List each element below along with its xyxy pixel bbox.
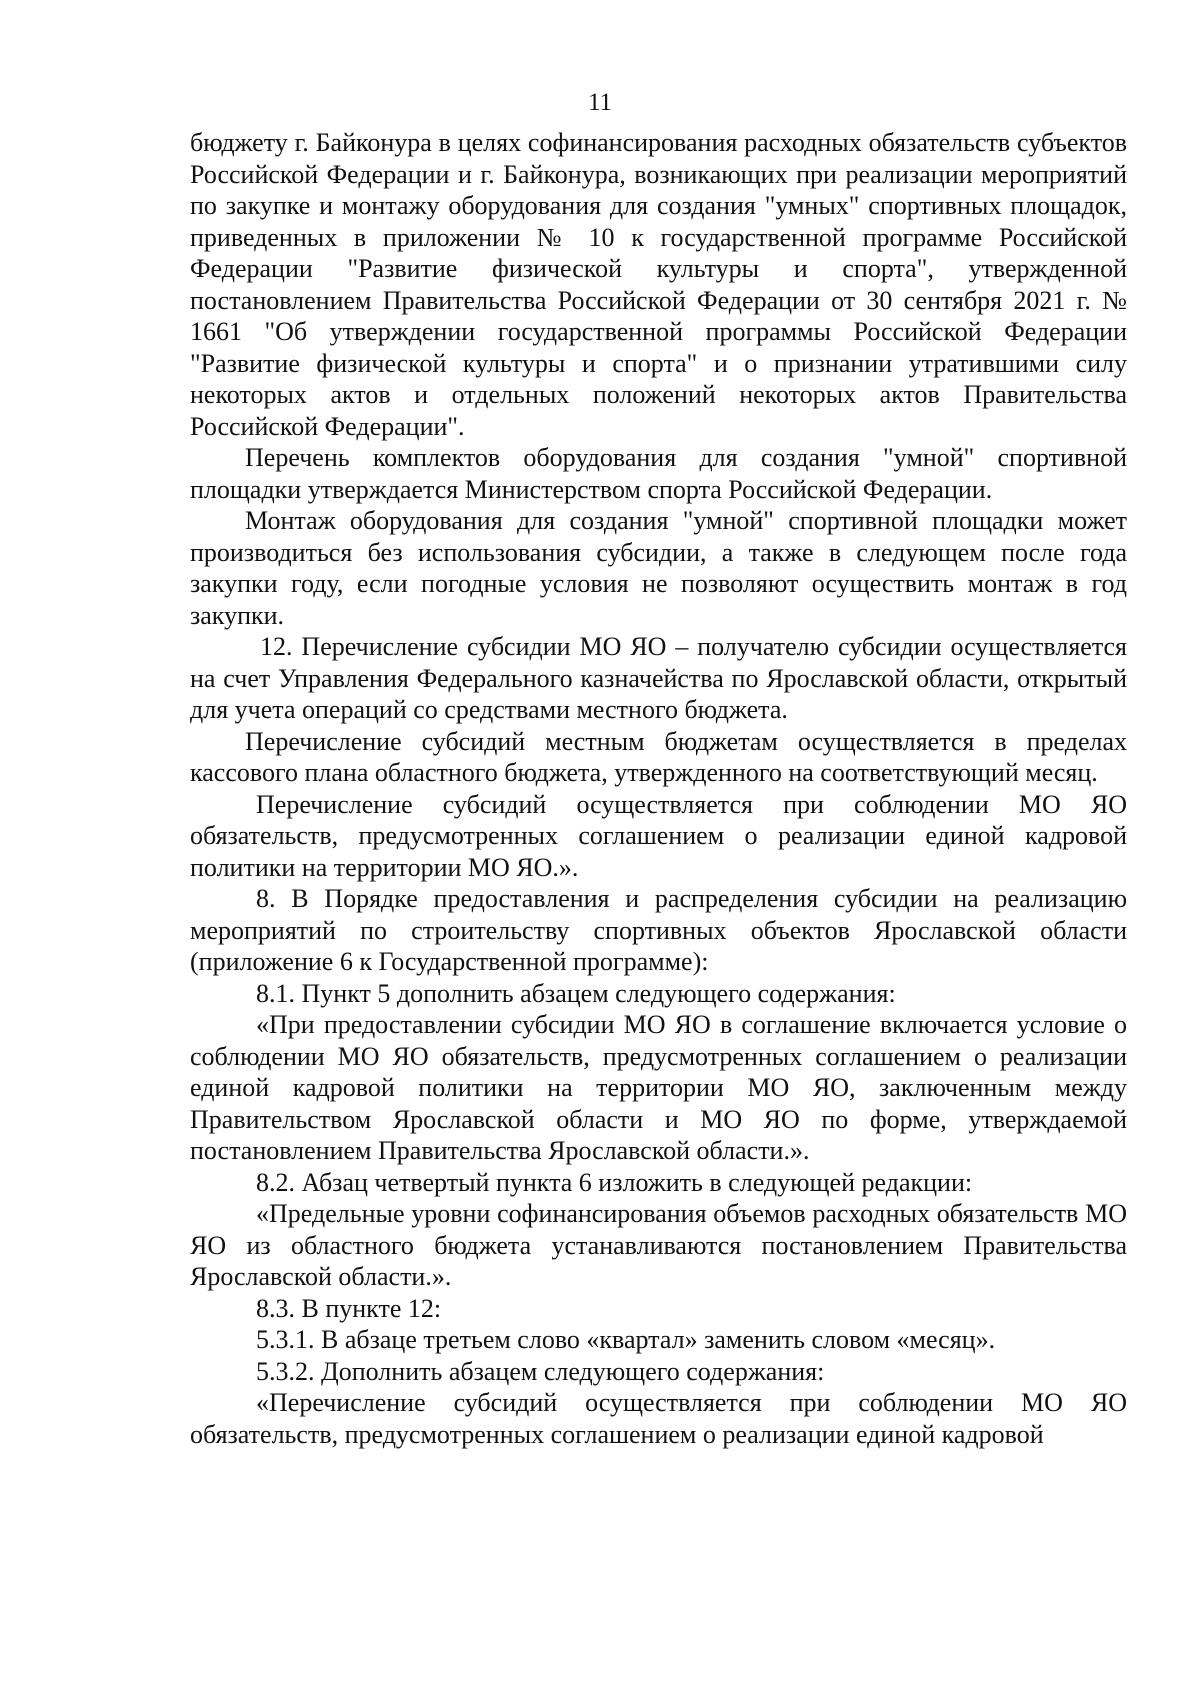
document-body [190,127,1127,1450]
paragraph-item-8-1: 8.1. Пункт 5 дополнить абзацем следующего содержания: [256,978,896,1008]
paragraph-local-budgets: Перечисление субсидий местным бюджетам осуществляется в пределах кассового плана областного бюджета, утвержденного на соответствующий месяц. [190,726,1127,787]
paragraph-quote-8-2: «Предельные уровни софинансирования объемов расходных обязательств МО ЯО из областного бюджета устанавливаются постановлением Правительства Ярославской области.». [190,1199,1127,1291]
paragraph-quote-5-3-2: «Перечисление субсидий осуществляется при соблюдении МО ЯО обязательств, предусмотренных соглашением о реализации единой кадровой [190,1388,1127,1449]
paragraph-item-12: 12. Перечисление субсидии МО ЯО – получателю субсидии осуществляется на счет Управления Федерального казначейства по Ярославской области, открытый для учета операций со средствами местного бюджета. [190,632,1127,724]
paragraph-continuation: бюджету г. Байконура в целях софинансирования расходных обязательств субъектов Российской Федерации и г. Байконура, возникающих при реализации мероприятий по закупке и монтажу оборудования для создания "умных" спортивных площадок, приведенных в приложении № 10 к государственной программе Российской Федерации "Развитие физической культуры и спорта", утвержденной постановлением Правительства Российской Федерации от 30 сентября 2021 г. № 1661 "Об утверждении государственной программы Российской Федерации "Развитие физической культуры и спорта" и о признании утратившими силу некоторых актов и отдельных положений некоторых актов Правительства Российской Федерации". [190,128,1127,441]
page-number: 11 [587,89,613,116]
paragraph-hr-policy: Перечисление субсидий осуществляется при соблюдении МО ЯО обязательств, предусмотренных соглашением о реализации единой кадровой политики на территории МО ЯО.». [190,789,1127,882]
paragraph-item-5-3-2: 5.3.2. Дополнить абзацем следующего содержания: [256,1356,825,1386]
paragraph-item-8: 8. В Порядке предоставления и распределения субсидии на реализацию мероприятий по строительству спортивных объектов Ярославской области (приложение 6 к Государственной программе): [190,884,1127,976]
paragraph-item-5-3-1: 5.3.1. В абзаце третьем слово «квартал» заменить словом «месяц». [256,1325,996,1354]
paragraph-item-8-2: 8.2. Абзац четвертый пункта 6 изложить в следующей редакции: [256,1167,973,1197]
paragraph-installation: Монтаж оборудования для создания "умной" спортивной площадки может производиться без использования субсидии, а также в следующем после года закупки году, если погодные условия не позволяют осуществить монтаж в год закупки. [190,506,1127,630]
paragraph-equipment-list: Перечень комплектов оборудования для создания "умной" спортивной площадки утверждается Министерством спорта Российской Федерации. [190,443,1127,504]
paragraph-quote-8-1: «При предоставлении субсидии МО ЯО в соглашение включается условие о соблюдении МО ЯО обязательств, предусмотренных соглашением о реализации единой кадровой политики на территории МО ЯО, заключенным между Правительством Ярославской области и МО ЯО по форме, утверждаемой постановлением Правительства Ярославской области.». [190,1010,1127,1165]
paragraph-item-8-3: 8.3. В пункте 12: [256,1293,442,1323]
